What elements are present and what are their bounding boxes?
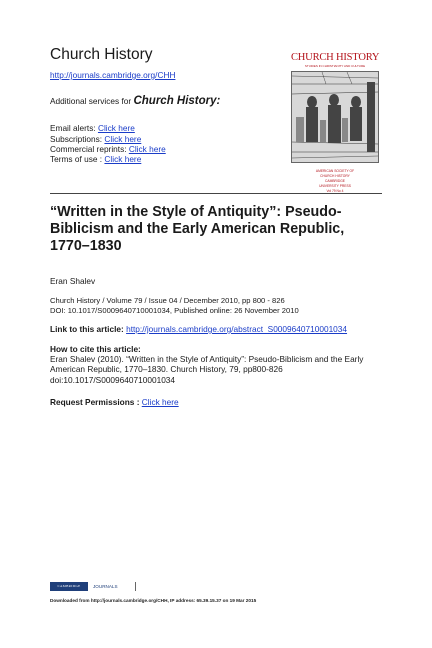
email-alerts-link[interactable]: Click here — [97, 123, 135, 133]
journals-logo: JOURNALS — [90, 582, 136, 591]
journal-url-link[interactable]: http://journals.cambridge.org/CHH — [50, 70, 176, 80]
cover-title: CHURCH HISTORY — [291, 52, 380, 63]
cite-label: How to cite this article: — [50, 344, 141, 354]
permissions-link[interactable]: Click here — [141, 397, 179, 407]
additional-services-prefix: Additional services for — [50, 96, 134, 106]
terms-label: Terms of use : — [50, 154, 105, 164]
article-link-label: Link to this article: — [50, 324, 127, 334]
cover-caption-line: AMERICAN SOCIETY OF — [315, 169, 355, 173]
cite-text: Eran Shalev (2010). “Written in the Style of Antiquity”: Pseudo-Biblicism and the Early American Republic, 1770–1830. Church History, 79, pp800-826 doi:10.1017/S0009640710001034 — [50, 354, 364, 385]
citation-line: Church History / Volume 79 / Issue 04 / December 2010, pp 800 - 826 — [50, 296, 285, 305]
article-author: Eran Shalev — [50, 276, 96, 286]
additional-services — [50, 95, 220, 107]
divider — [50, 193, 382, 194]
subscriptions-row — [50, 134, 141, 144]
reprints-row — [50, 144, 166, 154]
reprints-label: Commercial reprints: — [50, 144, 129, 154]
reprints-link[interactable]: Click here — [128, 144, 166, 154]
email-alerts-label: Email alerts: — [50, 123, 98, 133]
permissions-row — [50, 397, 179, 407]
terms-link[interactable]: Click here — [104, 154, 142, 164]
cover-caption — [291, 169, 379, 194]
cover-illustration — [291, 71, 379, 163]
article-title: “Written in the Style of Antiquity”: Pseudo-Biblicism and the Early American Republic, 1770–1830 — [50, 204, 345, 254]
cover-woodcut — [292, 72, 378, 162]
cambridge-logo: CAMBRIDGE — [50, 582, 88, 591]
terms-row — [50, 154, 141, 164]
email-alerts-row — [50, 123, 135, 133]
subscriptions-label: Subscriptions: — [50, 134, 105, 144]
doi-line: DOI: 10.1017/S0009640710001034, Published online: 26 November 2010 — [50, 306, 299, 315]
cover-caption-line: UNIVERSITY PRESS — [319, 184, 351, 188]
journal-cover — [291, 52, 379, 192]
cover-caption-line: CAMBRIDGE — [325, 179, 345, 183]
article-link[interactable]: http://journals.cambridge.org/abstract_S0009640710001034 — [126, 324, 348, 334]
cover-caption-line: Vol 79 No 4 — [326, 189, 344, 193]
download-info: Downloaded from http://journals.cambridge.org/CHH, IP address: 65.39.15.37 on 19 Mar 2015 — [50, 598, 257, 603]
subscriptions-link[interactable]: Click here — [104, 134, 142, 144]
additional-services-journal: Church History: — [133, 95, 221, 107]
cover-caption-line: CHURCH HISTORY — [320, 174, 350, 178]
article-link-row — [50, 324, 347, 334]
journal-title: Church History — [50, 46, 153, 63]
permissions-label: Request Permissions : — [50, 397, 142, 407]
cover-subtitle: STUDIES IN CHRISTIANITY AND CULTURE — [304, 64, 366, 68]
